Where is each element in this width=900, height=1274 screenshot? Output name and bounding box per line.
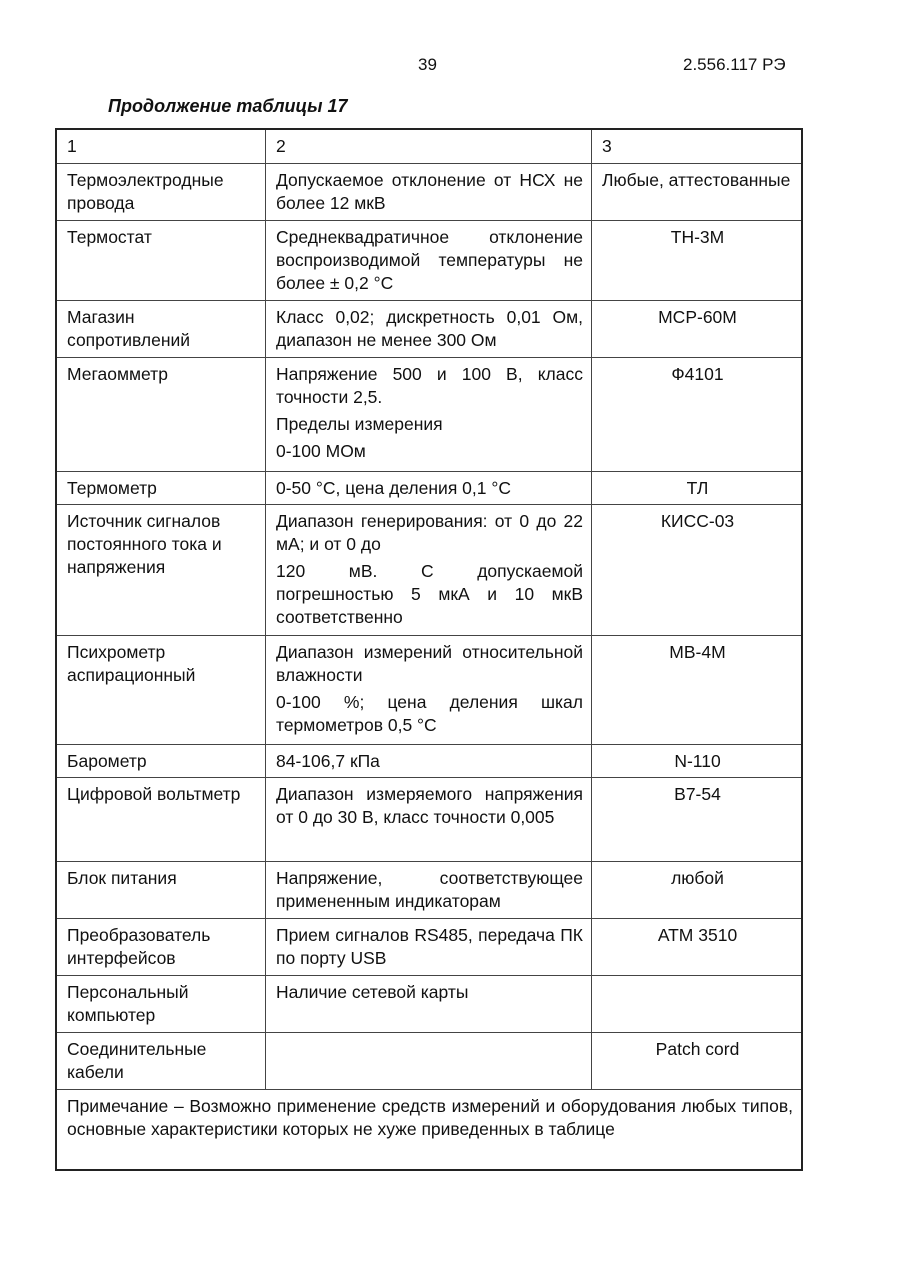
equipment-spec <box>266 861 592 918</box>
equipment-type: любой <box>592 861 803 918</box>
spec-line: 84-106,7 кПа <box>276 750 380 771</box>
document-code: 2.556.117 РЭ <box>683 55 786 74</box>
table-row <box>56 357 802 471</box>
table-note-row <box>56 1089 802 1170</box>
table-row <box>56 861 802 918</box>
equipment-spec <box>266 1032 592 1089</box>
spec-line: Диапазон измерений относительной влажности <box>276 641 583 685</box>
equipment-name: Термостат <box>56 220 266 300</box>
equipment-spec <box>266 918 592 975</box>
spec-line: 120 мВ. С допускаемой погрешностью 5 мкА и 10 мкВ соответственно <box>276 560 583 627</box>
equipment-name: Персональный компьютер <box>56 975 266 1032</box>
equipment-spec <box>266 300 592 357</box>
equipment-name: Соединительные кабели <box>56 1032 266 1089</box>
spec-line: Диапазон измеряемого напряжения от 0 до 30 В, класс точности 0,005 <box>276 783 583 827</box>
equipment-spec <box>266 777 592 861</box>
column-header-1: 1 <box>56 129 266 163</box>
equipment-name: Мегаомметр <box>56 357 266 471</box>
equipment-type: В7-54 <box>592 777 803 861</box>
equipment-type: КИСС-03 <box>592 504 803 635</box>
equipment-spec <box>266 357 592 471</box>
table-row <box>56 975 802 1032</box>
equipment-type: ТЛ <box>592 471 803 504</box>
table-caption: Продолжение таблицы 17 <box>108 96 348 116</box>
equipment-type: Patch cord <box>592 1032 803 1089</box>
spec-line: Пределы измерения <box>276 413 443 434</box>
equipment-spec <box>266 163 592 220</box>
column-header-2: 2 <box>266 129 592 163</box>
spec-line: Диапазон генерирования: от 0 до 22 мА; и от 0 до <box>276 510 583 554</box>
spec-line: 0-100 %; цена деления шкал термометров 0,5 °С <box>276 691 583 735</box>
table-row <box>56 744 802 777</box>
table-row <box>56 471 802 504</box>
spec-line: Напряжение 500 и 100 В, класс точности 2,5. <box>276 363 583 407</box>
spec-line: Прием сигналов RS485, передача ПК по порту USB <box>276 924 583 968</box>
equipment-type: Ф4101 <box>592 357 803 471</box>
equipment-type: АТМ 3510 <box>592 918 803 975</box>
table-note: Примечание – Возможно применение средств измерений и оборудования любых типов, основные характеристики которых не хуже приведенных в таблице <box>56 1089 802 1170</box>
equipment-name: Термометр <box>56 471 266 504</box>
table-header-row <box>56 129 802 163</box>
spec-line: Наличие сетевой карты <box>276 981 469 1002</box>
table-row <box>56 777 802 861</box>
equipment-name: Магазин сопротивлений <box>56 300 266 357</box>
equipment-name: Термоэлектродные провода <box>56 163 266 220</box>
table-row <box>56 635 802 744</box>
equipment-type: ТН-3М <box>592 220 803 300</box>
equipment-name: Источник сигналов постоянного тока и напряжения <box>56 504 266 635</box>
spec-line: Класс 0,02; дискретность 0,01 Ом, диапазон не менее 300 Ом <box>276 306 583 350</box>
spec-line: 0-50 °С, цена деления 0,1 °С <box>276 477 511 498</box>
equipment-type: МВ-4М <box>592 635 803 744</box>
equipment-name: Преобразователь интерфейсов <box>56 918 266 975</box>
page-number: 39 <box>418 55 437 74</box>
table-row <box>56 220 802 300</box>
equipment-spec <box>266 220 592 300</box>
table-row <box>56 163 802 220</box>
equipment-spec <box>266 975 592 1032</box>
equipment-name: Барометр <box>56 744 266 777</box>
equipment-spec <box>266 744 592 777</box>
equipment-spec <box>266 471 592 504</box>
equipment-table <box>55 128 803 1171</box>
equipment-name: Блок питания <box>56 861 266 918</box>
table-row <box>56 300 802 357</box>
spec-line: Напряжение, соответствующее примененным индикаторам <box>276 867 583 911</box>
equipment-type: N-110 <box>592 744 803 777</box>
column-header-3: 3 <box>592 129 803 163</box>
equipment-name: Цифровой вольтметр <box>56 777 266 861</box>
table-row <box>56 1032 802 1089</box>
equipment-type <box>592 975 803 1032</box>
spec-line: Среднеквадратичное отклонение воспроизводимой температуры не более ± 0,2 °С <box>276 226 583 293</box>
equipment-type: МСР-60М <box>592 300 803 357</box>
equipment-name: Психрометр аспирационный <box>56 635 266 744</box>
spec-line: Допускаемое отклонение от НСХ не более 12 мкВ <box>276 169 583 213</box>
spec-line: 0-100 МОм <box>276 440 366 461</box>
equipment-type: Любые, аттестованные <box>592 163 803 220</box>
table-row <box>56 918 802 975</box>
equipment-spec <box>266 635 592 744</box>
table-row <box>56 504 802 635</box>
equipment-spec <box>266 504 592 635</box>
